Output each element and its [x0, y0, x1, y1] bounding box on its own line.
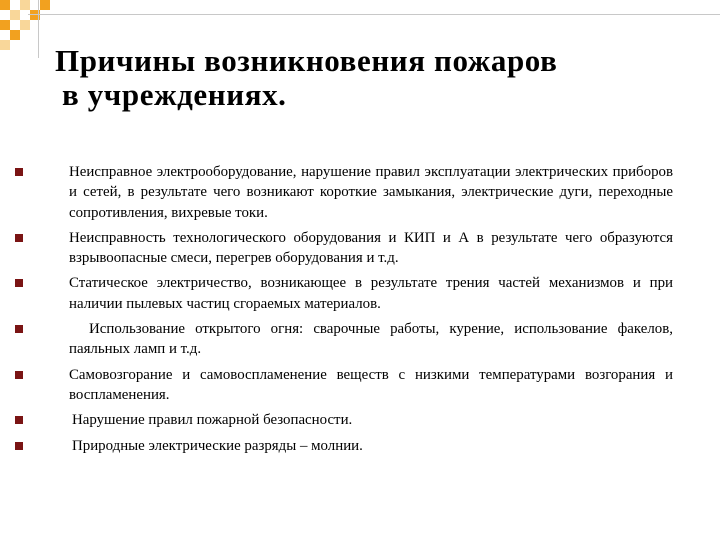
- deco-square: [20, 20, 30, 30]
- square-bullet-icon: [15, 325, 23, 333]
- list-item-text: Нарушение правил пожарной безопасности.: [72, 412, 353, 429]
- list-item-text: Неисправность технологического оборудования и КИП и А в результате чего образуются взрывоопасные смеси, перегрев оборудования и т.д.: [69, 229, 673, 267]
- top-divider: [28, 14, 720, 15]
- square-bullet-icon: [15, 442, 23, 450]
- list-item: [15, 319, 673, 360]
- deco-square: [10, 30, 20, 40]
- square-bullet-icon: [15, 371, 23, 379]
- square-bullet-icon: [15, 168, 23, 176]
- list-item: [15, 365, 673, 406]
- list-item-text: Статическое электричество, возникающее в результате трения частей механизмов и при наличии пылевых частиц сгораемых материалов.: [69, 275, 673, 312]
- deco-square: [0, 40, 10, 50]
- list-item: [15, 410, 673, 430]
- list-item-text: Природные электрические разряды – молнии.: [72, 437, 363, 454]
- list-item: [15, 162, 673, 223]
- list-item: [15, 228, 673, 269]
- list-item: [15, 436, 673, 456]
- deco-square: [0, 20, 10, 30]
- list-item-text: Неисправное электрооборудование, нарушение правил эксплуатации электрических приборов и сетей, в результате чего возникают короткие замыкания, электрические дуги, переходные сопротивления, вихревые токи.: [69, 164, 673, 221]
- checker-squares-decoration: [0, 0, 60, 50]
- square-bullet-icon: [15, 234, 23, 242]
- title-line-2: в учреждениях.: [62, 77, 287, 112]
- slide-title: [55, 44, 695, 112]
- deco-square: [40, 0, 50, 10]
- list-item: [15, 273, 673, 314]
- list-item-text: Использование открытого огня: сварочные работы, курение, использование факелов, паяльных ламп и т.д.: [69, 321, 673, 358]
- deco-square: [0, 0, 10, 10]
- square-bullet-icon: [15, 279, 23, 287]
- causes-list: [15, 162, 673, 461]
- list-item-text: Самовозгорание и самовоспламенение веществ с низкими температурами возгорания и воспламенения.: [69, 366, 673, 403]
- title-line-1: Причины возникновения пожаров: [55, 43, 558, 78]
- left-divider: [38, 0, 39, 58]
- deco-square: [10, 10, 20, 20]
- square-bullet-icon: [15, 416, 23, 424]
- deco-square: [20, 0, 30, 10]
